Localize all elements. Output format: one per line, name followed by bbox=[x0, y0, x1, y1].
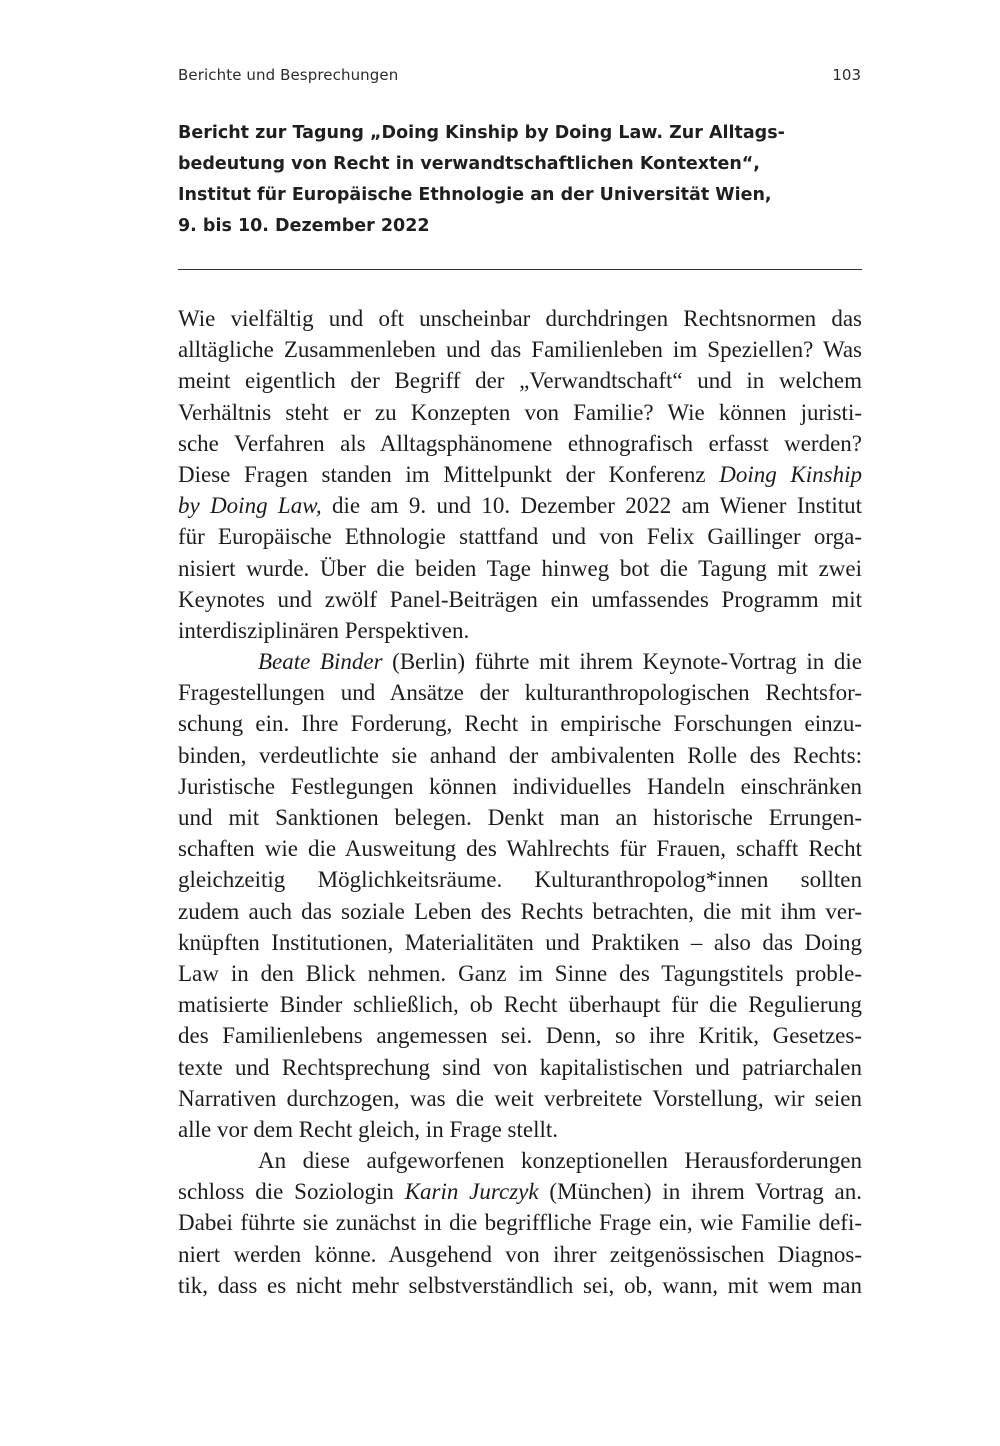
text-line: alle vor dem Recht gleich, in Frage stellt. bbox=[178, 1116, 559, 1142]
text-line: nisiert wurde. Über die beiden Tage hinweg bot die Tagung mit zwei bbox=[178, 555, 862, 581]
text-run: Diese Fragen standen im Mittelpunkt der Konferenz bbox=[178, 461, 706, 487]
text-line: des Familienlebens angemessen sei. Denn, so ihre Kritik, Gesetzes- bbox=[178, 1023, 862, 1049]
text-line: zudem auch das soziale Leben des Rechts betrachten, die mit ihm ver- bbox=[178, 898, 862, 924]
text-line: texte und Rechtsprechung sind von kapitalistischen und patriarchalen bbox=[178, 1054, 862, 1080]
title-divider bbox=[178, 269, 862, 270]
text-line: knüpften Institutionen, Materialitäten und Praktiken – also das Doing bbox=[178, 929, 862, 955]
text-line: tik, dass es nicht mehr selbstverständlich sei, ob, wann, mit wem man bbox=[178, 1272, 862, 1298]
text-line: Law in den Blick nehmen. Ganz im Sinne des Tagungstitels proble- bbox=[178, 960, 862, 986]
text-line: Narrativen durchzogen, was die weit verbreitete Vorstellung, wir seien bbox=[178, 1085, 862, 1111]
paragraph-intro bbox=[178, 303, 862, 646]
title-line: 9. bis 10. Dezember 2022 bbox=[178, 216, 430, 236]
title-line: bedeutung von Recht in verwandtschaftlichen Kontexten“, bbox=[178, 154, 760, 174]
text-line bbox=[178, 459, 862, 490]
page-number: 103 bbox=[832, 66, 861, 84]
text-line: alltägliche Zusammenleben und das Familienleben im Speziellen? Was bbox=[178, 337, 862, 363]
text-line: Keynotes und zwölf Panel-Beiträgen ein umfassendes Programm mit bbox=[178, 586, 862, 612]
text-line bbox=[178, 490, 862, 521]
speaker-name: Karin Jurczyk bbox=[404, 1179, 539, 1205]
paragraph-jurczyk bbox=[178, 1145, 862, 1301]
text-run: (München) in ihrem Vortrag an. bbox=[549, 1179, 862, 1205]
text-line: Wie vielfältig und oft unscheinbar durchdringen Rechtsnormen das bbox=[178, 306, 862, 331]
text-line: Juristische Festlegungen können individuelles Handeln einschränken bbox=[178, 773, 862, 799]
text-line: niert werden könne. Ausgehend von ihrer zeitgenössischen Diagnos- bbox=[178, 1241, 862, 1267]
text-line: schung ein. Ihre Forderung, Recht in empirische Forschungen einzu- bbox=[178, 711, 862, 737]
text-line: An diese aufgeworfenen konzeptionellen Herausforderungen bbox=[258, 1148, 862, 1174]
text-line: Fragestellungen und Ansätze der kulturanthropologischen Rechtsfor- bbox=[178, 680, 862, 706]
text-run: die am 9. und 10. Dezember 2022 am Wiener Institut bbox=[331, 493, 862, 519]
text-line bbox=[178, 1176, 862, 1207]
conference-title-italic: Doing Kinship bbox=[719, 461, 862, 487]
text-line: binden, verdeutlichte sie anhand der ambivalenten Rolle des Rechts: bbox=[178, 742, 862, 768]
speaker-name: Beate Binder bbox=[258, 649, 383, 675]
text-line: gleichzeitig Möglichkeitsräume. Kulturanthropolog*innen sollten bbox=[178, 867, 862, 893]
conference-title-italic: by Doing Law, bbox=[178, 493, 322, 519]
text-line: meint eigentlich der Begriff der „Verwandtschaft“ und in welchem bbox=[178, 368, 862, 394]
title-line: Bericht zur Tagung „Doing Kinship by Doing Law. Zur Alltags- bbox=[178, 123, 785, 143]
text-line bbox=[178, 646, 862, 677]
text-line: Dabei führte sie zunächst in die begriffliche Frage ein, wie Familie defi- bbox=[178, 1210, 862, 1236]
text-line: und mit Sanktionen belegen. Denkt man an historische Errungen- bbox=[178, 805, 862, 830]
article-body bbox=[178, 303, 862, 1301]
paragraph-binder bbox=[178, 646, 862, 1145]
text-line: interdisziplinären Perspektiven. bbox=[178, 617, 470, 643]
text-run: schloss die Soziologin bbox=[178, 1179, 394, 1205]
text-line: sche Verfahren als Alltagsphänomene ethnografisch erfasst werden? bbox=[178, 430, 862, 456]
text-line: schaften wie die Ausweitung des Wahlrechts für Frauen, schafft Recht bbox=[178, 836, 862, 862]
text-run: (Berlin) führte mit ihrem Keynote-Vortrag in die bbox=[392, 649, 862, 675]
text-line: Verhältnis steht er zu Konzepten von Familie? Wie können juristi- bbox=[178, 399, 862, 425]
text-line: für Europäische Ethnologie stattfand und von Felix Gaillinger orga- bbox=[178, 524, 862, 550]
text-line: matisierte Binder schließlich, ob Recht überhaupt für die Regulierung bbox=[178, 992, 862, 1018]
running-head: Berichte und Besprechungen bbox=[178, 66, 399, 84]
title-line: Institut für Europäische Ethnologie an der Universität Wien, bbox=[178, 185, 772, 205]
report-title bbox=[178, 118, 858, 242]
